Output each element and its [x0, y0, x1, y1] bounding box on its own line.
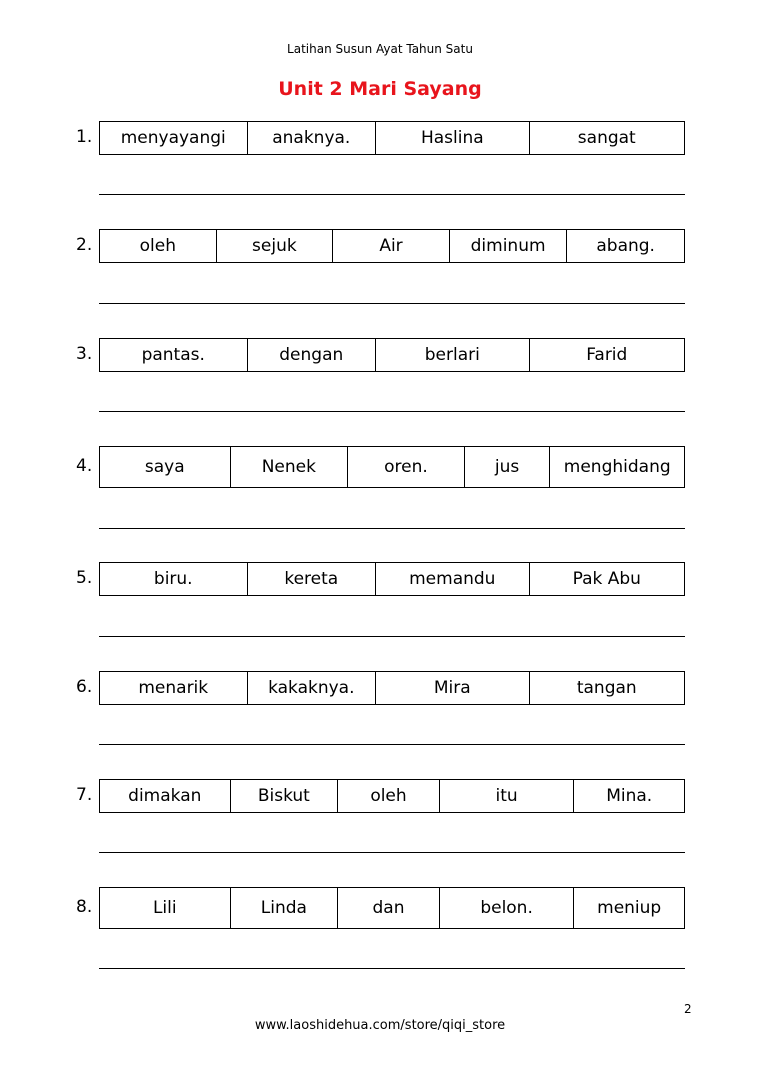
word-box: Biskut [231, 780, 339, 812]
word-box: pantas. [100, 339, 248, 371]
word-box: abang. [596, 236, 655, 256]
answer-line[interactable] [99, 968, 685, 969]
word-box: Nenek [231, 447, 349, 487]
word-box-row [99, 338, 685, 372]
word-box: sejuk [217, 230, 334, 262]
word-box: Pak Abu [572, 569, 641, 589]
word-box: itu [440, 780, 575, 812]
question-number: 1. [76, 127, 93, 147]
answer-line[interactable] [99, 194, 685, 195]
word-box: jus [465, 447, 551, 487]
word-box: menyayangi [100, 122, 248, 154]
word-box: anaknya. [248, 122, 377, 154]
word-box: Farid [586, 345, 628, 365]
word-box: berlari [376, 339, 529, 371]
word-box: Air [333, 230, 450, 262]
word-box: saya [100, 447, 231, 487]
word-box-row [99, 671, 685, 705]
word-box: menarik [100, 672, 248, 704]
answer-line[interactable] [99, 411, 685, 412]
answer-line[interactable] [99, 636, 685, 637]
word-box: dengan [248, 339, 377, 371]
question-number: 3. [76, 344, 93, 364]
word-box: biru. [100, 563, 248, 595]
word-box: diminum [450, 230, 568, 262]
word-box: Lili [100, 888, 231, 928]
answer-line[interactable] [99, 744, 685, 745]
word-box: menghidang [563, 457, 671, 477]
question-number: 2. [76, 235, 93, 255]
word-box: oren. [348, 447, 465, 487]
answer-line[interactable] [99, 852, 685, 853]
word-box: memandu [376, 563, 529, 595]
word-box: kereta [248, 563, 377, 595]
word-box: dan [338, 888, 440, 928]
word-box: oleh [338, 780, 440, 812]
word-box: Mira [376, 672, 529, 704]
word-box-row [99, 121, 685, 155]
page-number: 2 [684, 1002, 692, 1016]
answer-line[interactable] [99, 303, 685, 304]
word-box: oleh [100, 230, 217, 262]
word-box: sangat [577, 128, 636, 148]
word-box: tangan [576, 678, 637, 698]
word-box-row [99, 887, 685, 929]
question-number: 5. [76, 568, 93, 588]
question-number: 4. [76, 456, 93, 476]
question-number: 8. [76, 897, 93, 917]
word-box-row [99, 779, 685, 813]
word-box: kakaknya. [248, 672, 377, 704]
word-box-row [99, 562, 685, 596]
word-box: Mina. [606, 786, 653, 806]
answer-line[interactable] [99, 528, 685, 529]
question-number: 6. [76, 677, 93, 697]
word-box: meniup [597, 898, 662, 918]
word-box: dimakan [100, 780, 231, 812]
word-box: Haslina [376, 122, 529, 154]
page-title: Unit 2 Mari Sayang [278, 78, 482, 100]
word-box-row [99, 229, 685, 263]
question-number: 7. [76, 785, 93, 805]
word-box: Linda [231, 888, 339, 928]
footer-url: www.laoshidehua.com/store/qiqi_store [254, 1018, 506, 1033]
word-box-row [99, 446, 685, 488]
worksheet-header: Latihan Susun Ayat Tahun Satu [287, 42, 473, 56]
word-box: belon. [440, 888, 575, 928]
